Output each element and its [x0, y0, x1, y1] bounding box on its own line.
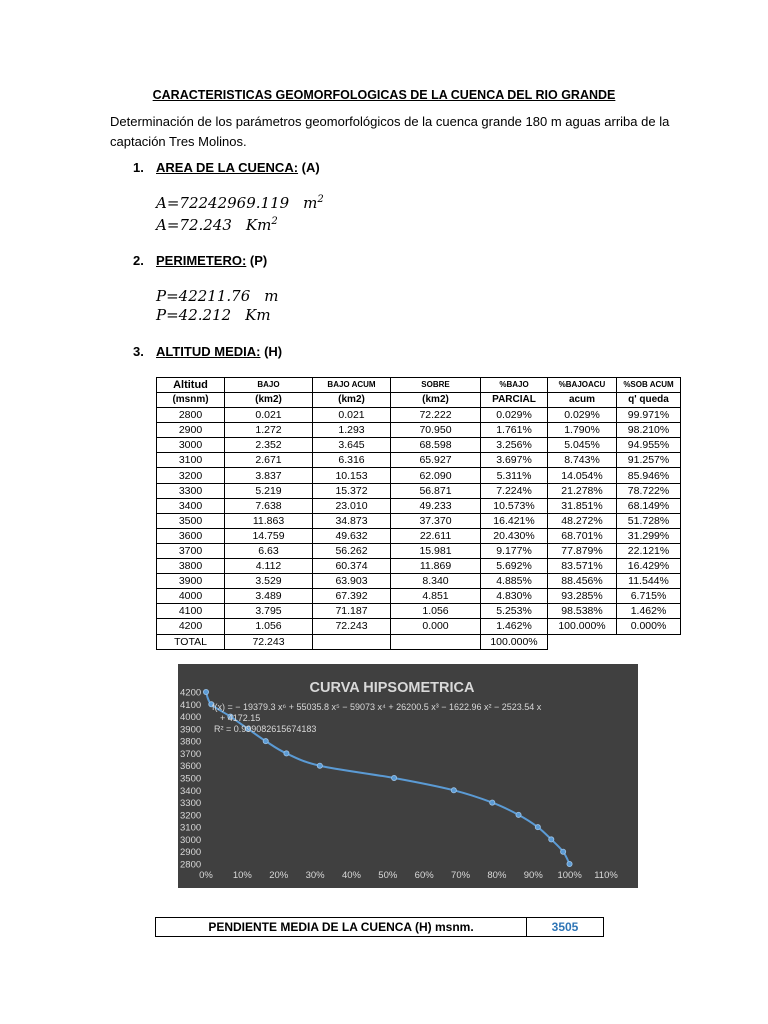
r-squared-label: R² = 0.999082615674183 — [214, 724, 317, 734]
table-cell: BAJO — [225, 378, 313, 393]
table-cell: 1.761% — [481, 423, 548, 438]
table-cell: 22.611 — [391, 528, 481, 543]
table-cell: 2.352 — [225, 438, 313, 453]
table-cell: 0.000 — [391, 619, 481, 634]
table-cell: 3100 — [157, 453, 225, 468]
table-cell: 14.054% — [548, 468, 617, 483]
data-point — [263, 739, 268, 744]
table-cell: 100.000% — [481, 634, 548, 649]
table-cell: 3.837 — [225, 468, 313, 483]
table-cell: 3.529 — [225, 574, 313, 589]
table-cell: 51.728% — [617, 513, 681, 528]
table-cell: 99.971% — [617, 408, 681, 423]
table-cell: %SOB ACUM — [617, 378, 681, 393]
y-tick-label: 3800 — [180, 736, 202, 748]
table-cell: 56.871 — [391, 483, 481, 498]
table-total-row — [157, 634, 681, 649]
table-cell: TOTAL — [157, 634, 225, 649]
x-tick-label: 70% — [451, 870, 471, 881]
table-cell: (km2) — [391, 393, 481, 408]
table-cell: (msnm) — [157, 393, 225, 408]
table-cell: 4.851 — [391, 589, 481, 604]
chart-title: CURVA HIPSOMETRICA — [309, 680, 475, 696]
table-cell: 5.045% — [548, 438, 617, 453]
table-row — [157, 468, 681, 483]
table-cell: 100.000% — [548, 619, 617, 634]
table-cell: 1.272 — [225, 423, 313, 438]
data-point — [451, 788, 456, 793]
x-tick-label: 0% — [199, 870, 213, 881]
y-tick-label: 2900 — [180, 847, 202, 859]
section-symbol: (H) — [264, 344, 283, 359]
table-cell: 4100 — [157, 604, 225, 619]
section-symbol: (A) — [301, 160, 320, 175]
table-row — [157, 483, 681, 498]
table-cell: 16.421% — [481, 513, 548, 528]
table-cell: 4200 — [157, 619, 225, 634]
table-cell: 5.253% — [481, 604, 548, 619]
table-cell: 88.456% — [548, 574, 617, 589]
table-cell: 91.257% — [617, 453, 681, 468]
table-cell: 11.869 — [391, 559, 481, 574]
table-cell: 3600 — [157, 528, 225, 543]
table-cell: 98.210% — [617, 423, 681, 438]
x-tick-label: 80% — [487, 870, 507, 881]
table-cell: 2.671 — [225, 453, 313, 468]
table-cell: 85.946% — [617, 468, 681, 483]
table-row — [157, 408, 681, 423]
table-cell — [617, 634, 681, 649]
section-symbol: (P) — [249, 253, 268, 268]
table-cell: 15.372 — [313, 483, 391, 498]
table-row — [157, 423, 681, 438]
section-perimeter-heading — [133, 253, 267, 268]
table-cell: 6.715% — [617, 589, 681, 604]
y-tick-label: 4000 — [180, 712, 202, 724]
table-cell: 3.795 — [225, 604, 313, 619]
section-label: ALTITUD MEDIA: — [156, 344, 261, 359]
table-cell: Altitud — [157, 378, 225, 393]
table-row — [157, 453, 681, 468]
table-cell: 21.278% — [548, 483, 617, 498]
table-cell: 3.489 — [225, 589, 313, 604]
table-row — [157, 574, 681, 589]
table-cell: 7.638 — [225, 498, 313, 513]
table-cell: q' queda — [617, 393, 681, 408]
y-tick-label: 4100 — [180, 699, 202, 711]
y-tick-label: 3900 — [180, 724, 202, 736]
table-subheader-row — [157, 393, 681, 408]
table-cell: 78.722% — [617, 483, 681, 498]
table-cell: 1.462% — [481, 619, 548, 634]
table-cell: 3200 — [157, 468, 225, 483]
table-cell: 72.243 — [225, 634, 313, 649]
x-tick-label: 110% — [594, 870, 618, 881]
y-tick-label: 3500 — [180, 773, 202, 785]
table-cell: 65.927 — [391, 453, 481, 468]
result-table — [155, 917, 604, 937]
table-cell — [313, 634, 391, 649]
table-cell: 3.256% — [481, 438, 548, 453]
altitude-table — [156, 377, 681, 650]
x-tick-label: 100% — [557, 870, 582, 881]
table-cell: 8.743% — [548, 453, 617, 468]
y-tick-label: 3700 — [180, 748, 202, 760]
table-row — [157, 589, 681, 604]
section-area-heading — [133, 160, 320, 175]
table-cell: 2900 — [157, 423, 225, 438]
table-cell: 68.149% — [617, 498, 681, 513]
table-cell — [548, 634, 617, 649]
data-point — [284, 751, 289, 756]
intro-paragraph: Determinación de los parámetros geomorfológicos de la cuenca grande 180 m aguas arriba de la captación Tres Molinos. — [110, 114, 670, 149]
table-cell: %BAJO — [481, 378, 548, 393]
table-cell: 3500 — [157, 513, 225, 528]
data-point — [561, 849, 566, 854]
table-cell: 4.112 — [225, 559, 313, 574]
table-row — [157, 604, 681, 619]
data-point — [392, 775, 397, 780]
result-value: 3505 — [527, 918, 604, 937]
table-row — [157, 619, 681, 634]
table-cell: 1.790% — [548, 423, 617, 438]
section-label: PERIMETERO: — [156, 253, 247, 268]
y-tick-label: 3000 — [180, 834, 202, 846]
table-row — [157, 498, 681, 513]
table-cell: 9.177% — [481, 543, 548, 558]
table-cell: 83.571% — [548, 559, 617, 574]
table-cell: 4.830% — [481, 589, 548, 604]
table-cell: 37.370 — [391, 513, 481, 528]
table-cell: BAJO ACUM — [313, 378, 391, 393]
x-tick-label: 90% — [523, 870, 543, 881]
data-point — [203, 689, 208, 694]
perimeter-formula-km: P=42.212 Km — [156, 306, 271, 324]
table-cell: 2800 — [157, 408, 225, 423]
y-tick-label: 3600 — [180, 761, 202, 773]
table-cell: 94.955% — [617, 438, 681, 453]
table-cell: 0.021 — [313, 408, 391, 423]
table-cell: 4000 — [157, 589, 225, 604]
data-point — [490, 800, 495, 805]
table-cell: 5.692% — [481, 559, 548, 574]
section-label: AREA DE LA CUENCA: — [156, 160, 299, 175]
table-cell: 10.153 — [313, 468, 391, 483]
table-header-row — [157, 378, 681, 393]
table-cell: 20.430% — [481, 528, 548, 543]
table-cell: 70.950 — [391, 423, 481, 438]
chart-svg — [178, 664, 638, 888]
table-cell: 48.272% — [548, 513, 617, 528]
x-tick-label: 10% — [232, 870, 252, 881]
table-cell: 72.222 — [391, 408, 481, 423]
table-cell: PARCIAL — [481, 393, 548, 408]
y-tick-label: 3300 — [180, 798, 202, 810]
table-row — [157, 543, 681, 558]
table-cell: 31.299% — [617, 528, 681, 543]
table-cell: 0.029% — [481, 408, 548, 423]
table-cell: 10.573% — [481, 498, 548, 513]
table-cell: 1.056 — [225, 619, 313, 634]
section-number: 1. — [133, 160, 144, 175]
x-tick-label: 60% — [414, 870, 434, 881]
table-cell: 34.873 — [313, 513, 391, 528]
table-cell: 60.374 — [313, 559, 391, 574]
table-cell: 23.010 — [313, 498, 391, 513]
table-cell: 6.63 — [225, 543, 313, 558]
x-tick-label: 40% — [341, 870, 361, 881]
table-cell: 3800 — [157, 559, 225, 574]
table-cell: 22.121% — [617, 543, 681, 558]
section-altitude-heading — [133, 344, 282, 359]
y-tick-label: 2800 — [180, 859, 202, 871]
section-number: 2. — [133, 253, 144, 268]
table-cell: 31.851% — [548, 498, 617, 513]
data-point — [549, 837, 554, 842]
table-row — [157, 559, 681, 574]
trendline-equation: f(x) = − 19379.3 x⁶ + 55035.8 x⁵ − 59073 x⁴ + 26200.5 x³ − 1622.96 x² − 2523.54 x + 4172.15 — [212, 702, 542, 723]
table-cell: 56.262 — [313, 543, 391, 558]
y-tick-label: 3100 — [180, 822, 202, 834]
table-cell: 7.224% — [481, 483, 548, 498]
table-cell: 11.544% — [617, 574, 681, 589]
table-cell: 14.759 — [225, 528, 313, 543]
table-cell: (km2) — [313, 393, 391, 408]
data-point — [317, 763, 322, 768]
table-cell: 49.233 — [391, 498, 481, 513]
table-cell: 3.645 — [313, 438, 391, 453]
x-tick-label: 50% — [378, 870, 398, 881]
table-cell: 3400 — [157, 498, 225, 513]
table-cell: 67.392 — [313, 589, 391, 604]
table-row — [157, 513, 681, 528]
table-cell: 1.462% — [617, 604, 681, 619]
table-cell: 62.090 — [391, 468, 481, 483]
trendline-curve — [206, 692, 570, 864]
x-tick-label: 30% — [305, 870, 325, 881]
table-cell: 3000 — [157, 438, 225, 453]
data-point — [535, 825, 540, 830]
table-cell: acum — [548, 393, 617, 408]
table-cell: 68.701% — [548, 528, 617, 543]
table-cell: 68.598 — [391, 438, 481, 453]
y-tick-label: 4200 — [180, 687, 202, 699]
table-cell — [391, 634, 481, 649]
table-cell: 16.429% — [617, 559, 681, 574]
table-row — [157, 528, 681, 543]
table-cell: 6.316 — [313, 453, 391, 468]
document-title: CARACTERISTICAS GEOMORFOLOGICAS DE LA CUENCA DEL RIO GRANDE — [152, 88, 616, 102]
table-cell: 0.000% — [617, 619, 681, 634]
result-label: PENDIENTE MEDIA DE LA CUENCA (H) msnm. — [156, 918, 527, 937]
data-point — [516, 812, 521, 817]
x-tick-label: 20% — [269, 870, 289, 881]
table-cell: 72.243 — [313, 619, 391, 634]
table-cell: 4.885% — [481, 574, 548, 589]
table-cell: 0.021 — [225, 408, 313, 423]
perimeter-formula-m: P=42211.76 m — [156, 287, 279, 305]
table-cell: 93.285% — [548, 589, 617, 604]
area-formula-km2: A=72.243 Km$^2$ — [156, 216, 278, 234]
table-cell: 8.340 — [391, 574, 481, 589]
y-tick-label: 3400 — [180, 785, 202, 797]
table-cell: 71.187 — [313, 604, 391, 619]
section-number: 3. — [133, 344, 144, 359]
table-cell: 3900 — [157, 574, 225, 589]
table-cell: 5.311% — [481, 468, 548, 483]
area-formula-m2: A=72242969.119 $m^2$ — [156, 194, 324, 212]
data-point — [567, 861, 572, 866]
table-cell: 15.981 — [391, 543, 481, 558]
hypsometric-chart — [178, 664, 638, 888]
table-cell: 3300 — [157, 483, 225, 498]
table-cell: 11.863 — [225, 513, 313, 528]
y-tick-label: 3200 — [180, 810, 202, 822]
table-cell: 5.219 — [225, 483, 313, 498]
table-cell: 3700 — [157, 543, 225, 558]
table-cell: %BAJOACU — [548, 378, 617, 393]
table-cell: 1.056 — [391, 604, 481, 619]
table-cell: 1.293 — [313, 423, 391, 438]
table-cell: (km2) — [225, 393, 313, 408]
table-cell: 63.903 — [313, 574, 391, 589]
table-cell: 0.029% — [548, 408, 617, 423]
table-row — [157, 438, 681, 453]
table-cell: 98.538% — [548, 604, 617, 619]
table-cell: 49.632 — [313, 528, 391, 543]
table-cell: SOBRE — [391, 378, 481, 393]
table-cell: 77.879% — [548, 543, 617, 558]
table-cell: 3.697% — [481, 453, 548, 468]
